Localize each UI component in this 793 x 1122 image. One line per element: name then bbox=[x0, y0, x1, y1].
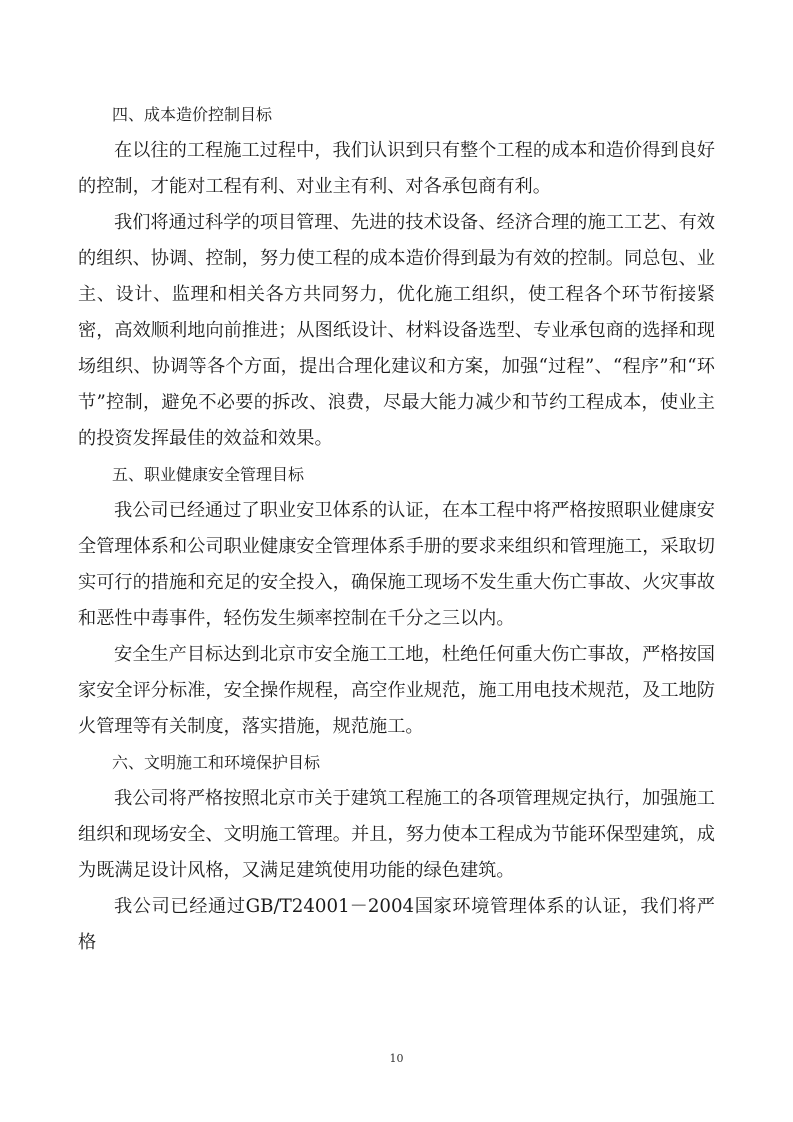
page-body bbox=[78, 97, 715, 961]
paragraph: 我们将通过科学的项目管理、先进的技术设备、经济合理的施工工艺、有效的组织、协调、控制，努力使工程的成本造价得到最为有效的控制。同总包、业主、设计、监理和相关各方共同努力，优化施工组织，使工程各个环节衔接紧密，高效顺利地向前推进；从图纸设计、材料设备选型、专业承包商的选择和现场组织、协调等各个方面，提出合理化建议和方案，加强“过程”、“程序”和“环节”控制，避免不必要的拆改、浪费，尽最大能力减少和节约工程成本，使业主的投资发挥最佳的效益和效果。 bbox=[78, 212, 715, 449]
section-heading-civilized-construction: 六、文明施工和环境保护目标 bbox=[112, 753, 321, 772]
paragraph-last: 我公司已经通过GB/T24001－2004国家环境管理体系的认证，我们将严格 bbox=[78, 896, 715, 953]
section-heading-occupational-safety: 五、职业健康安全管理目标 bbox=[112, 465, 305, 484]
paragraph: 安全生产目标达到北京市安全施工工地，杜绝任何重大伤亡事故，严格按国家安全评分标准，安全操作规程，高空作业规范，施工用电技术规范，及工地防火管理等有关制度，落实措施，规范施工。 bbox=[78, 644, 715, 737]
paragraph: 在以往的工程施工过程中，我们认识到只有整个工程的成本和造价得到良好的控制，才能对工程有利、对业主有利、对各承包商有利。 bbox=[78, 140, 715, 197]
page-number: 10 bbox=[389, 1052, 404, 1065]
paragraph: 我公司已经通过了职业安卫体系的认证，在本工程中将严格按照职业健康安全管理体系和公司职业健康安全管理体系手册的要求来组织和管理施工，采取切实可行的措施和充足的安全投入，确保施工现场不发生重大伤亡事故、火灾事故和恶性中毒事件，轻伤发生频率控制在千分之三以内。 bbox=[78, 500, 715, 629]
section-heading-cost-control: 四、成本造价控制目标 bbox=[112, 105, 273, 124]
paragraph: 我公司将严格按照北京市关于建筑工程施工的各项管理规定执行，加强施工组织和现场安全、文明施工管理。并且，努力使本工程成为节能环保型建筑，成为既满足设计风格，又满足建筑使用功能的绿色建筑。 bbox=[78, 788, 715, 881]
